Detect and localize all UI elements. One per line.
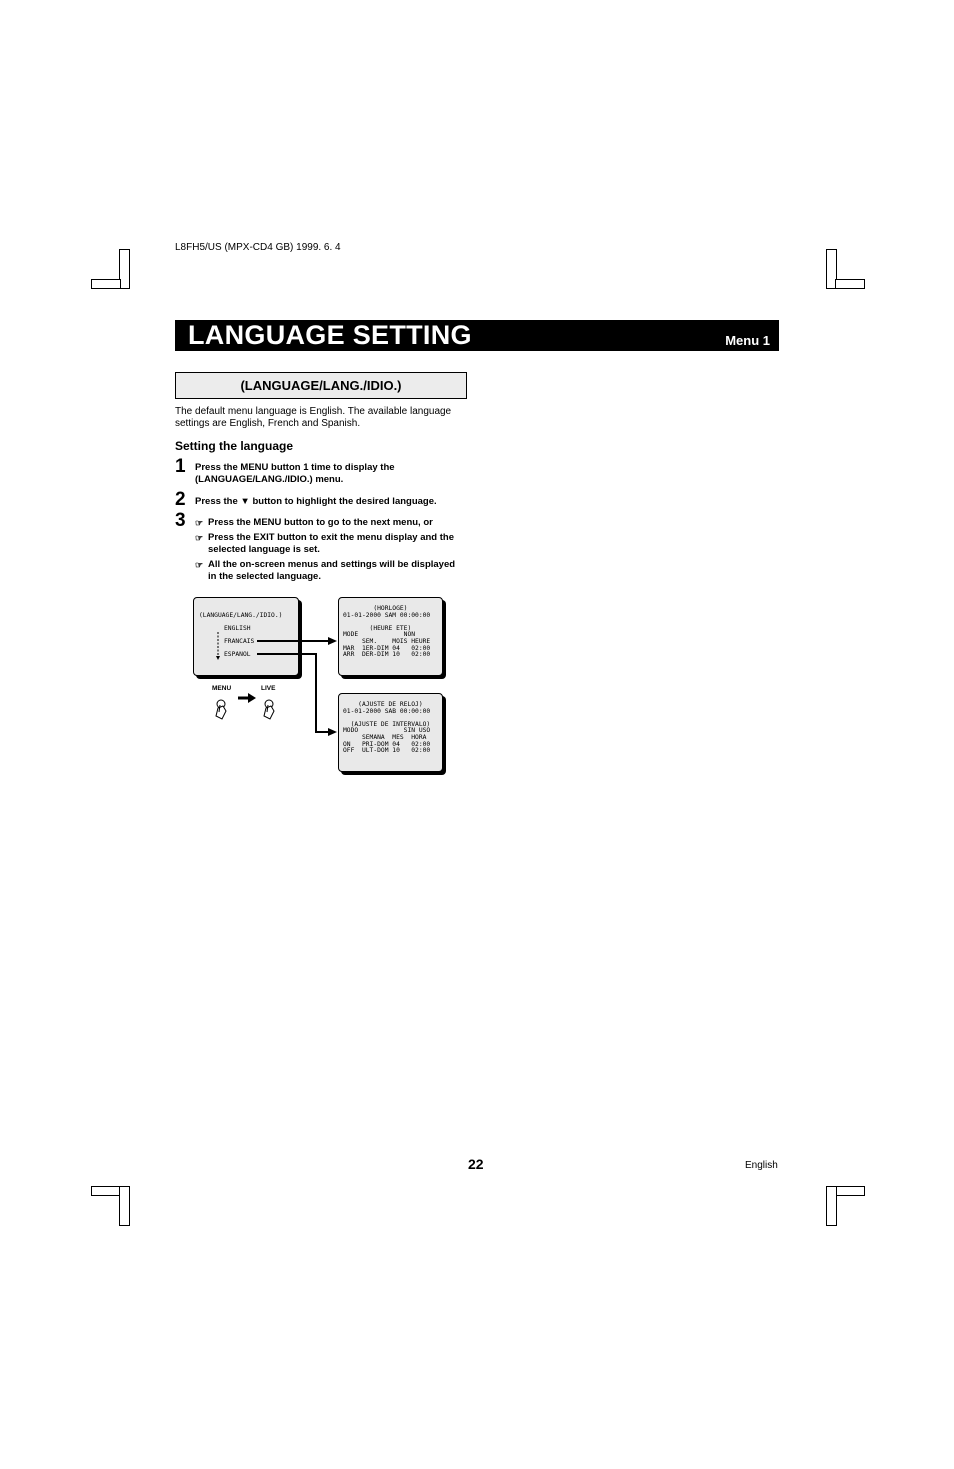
screen-line: MODO SIN USO (343, 727, 431, 735)
screen-line: 01-01-2000 SAB 00:00:00 (343, 707, 431, 715)
footer-language: English (745, 1160, 778, 1171)
screen-line: (AJUSTE DE RELOJ) (343, 701, 423, 708)
step-3-bullet (195, 559, 460, 583)
screen-line: (HORLOGE) (343, 605, 408, 612)
screen-title: (LANGUAGE/LANG./IDIO.) (199, 612, 283, 619)
crop-mark-bottom-right-v (826, 1186, 837, 1226)
subheading: Setting the language (175, 439, 294, 453)
crop-mark-bottom-right-h (835, 1186, 865, 1196)
step-3-bullet-3: All the on-screen menus and settings will be displayed in the selected language. (208, 559, 456, 582)
arrow-head-icon (328, 728, 337, 736)
screen-line: SEMANA MES HORA (343, 733, 427, 741)
down-arrow-icon (216, 656, 220, 660)
pointing-hand-icon: ☞ (195, 560, 204, 570)
step-2-number: 2 (175, 489, 186, 510)
live-key-label: LIVE (261, 685, 276, 692)
step-3-bullet (195, 532, 460, 556)
screen-line: 01-01-2000 SAM 00:00:00 (343, 611, 431, 619)
menu-number: Menu 1 (725, 333, 770, 348)
menu-button-press-icon (210, 694, 232, 720)
screen-line: OFF ULT-DOM 10 02:00 (343, 747, 431, 755)
crop-mark-top-left-h (91, 279, 121, 289)
crop-mark-bottom-left-v (119, 1186, 130, 1226)
screen-line: ARR DER-DIM 10 02:00 (343, 651, 431, 659)
section-heading: (LANGUAGE/LANG./IDIO.) (175, 372, 467, 399)
document-id: L8FH5/US (MPX-CD4 GB) 1999. 6. 4 (175, 242, 341, 253)
crop-mark-top-right-h (835, 279, 865, 289)
step-1-text: Press the MENU button 1 time to display the (LANGUAGE/LANG./IDIO.) menu. (195, 462, 395, 485)
live-button-press-icon (258, 694, 280, 720)
screen-line: ON PRI-DOM 04 02:00 (343, 740, 431, 748)
screen-line: MODE NON (343, 631, 416, 639)
menu-key-label: MENU (212, 685, 232, 692)
pointing-hand-icon: ☞ (195, 533, 204, 543)
screen-line: SEM. MOIS HEURE (343, 637, 431, 645)
arrow-head-icon (328, 637, 337, 645)
page-title: LANGUAGE SETTING (188, 320, 472, 350)
language-option-francais: FRANCAIS (224, 638, 255, 645)
page-number: 22 (468, 1156, 484, 1172)
step-3-bullet-1: Press the MENU button to go to the next menu, or (208, 517, 433, 528)
screen-line: (HEURE ETE) (343, 624, 412, 632)
language-option-espanol: ESPANOL (224, 651, 251, 658)
step-2-text-after: button to highlight the desired language. (252, 496, 437, 507)
step-2-text-before: Press the (195, 496, 238, 507)
step-1-number: 1 (175, 456, 186, 477)
title-bar (175, 320, 779, 351)
step-3-bullet-2: Press the EXIT button to exit the menu display and the selected language is set. (208, 532, 454, 555)
down-arrow-icon: ▼ (240, 496, 250, 507)
pointing-hand-icon: ☞ (195, 518, 204, 528)
step-2-text (195, 496, 470, 508)
step-3-bullets (195, 517, 460, 583)
step-3-number: 3 (175, 510, 186, 531)
arrow-right-icon (237, 692, 257, 704)
intro-paragraph: The default menu language is English. The available language settings are English, French and Spanish. (175, 406, 452, 429)
screen-line: MAR 1ER-DIM 04 02:00 (343, 644, 431, 652)
screen-line: (AJUSTE DE INTERVALO) (343, 720, 431, 728)
step-3-bullet (195, 517, 460, 529)
crop-mark-bottom-left-h (91, 1186, 121, 1196)
language-option-english: ENGLISH (224, 625, 251, 632)
